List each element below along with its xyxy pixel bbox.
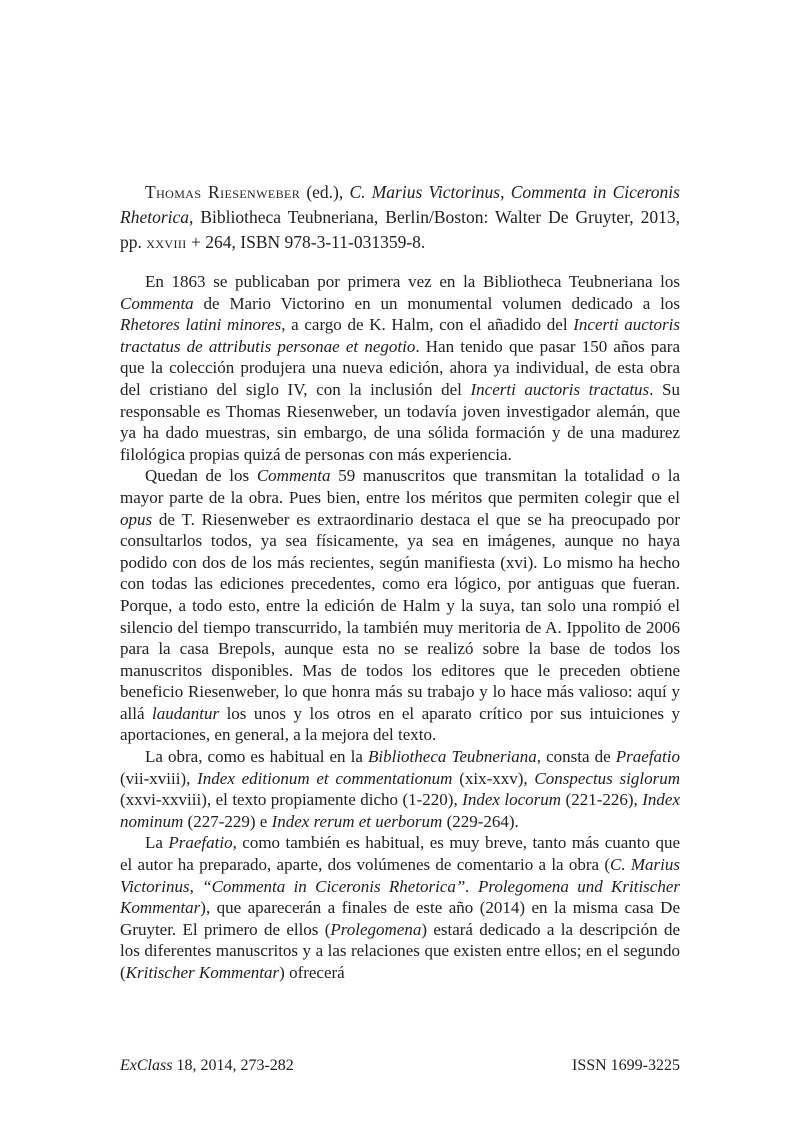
journal-volume-pages: ExClass 18, 2014, 273-282 <box>120 1057 294 1074</box>
paragraph-2: Quedan de los Commenta 59 manuscritos que transmitan la totalidad o la mayor parte de la obra. Pues bien, entre los méritos que permiten colegir que el opus de T. Riesenweber es extraordinario destaca el que se ha preocupado por consultarlos todos, ya sea físicamente, ya sea en imágenes, aunque no haya podido con dos de los más recientes, según manifiesta (xvi). Lo mismo ha hecho con todas las ediciones precedentes, como era lógico, por antiguas que fueran. Porque, a todo esto, entre la edición de Halm y la suya, tan solo una rompió el silencio del tiempo transcurrido, la también muy meritoria de A. Ippolito de 2006 para la casa Brepols, aunque esta no se realizó sobre la base de todos los manuscritos disponibles. Mas de todos los editores que le preceden obtiene beneficio Riesenweber, lo que honra más su trabajo y lo hace más valioso: aquí y allá laudantur los unos y los otros en el aparato crítico por sus intuiciones y aportaciones, en general, a la mejora del texto. <box>120 466 680 745</box>
review-content <box>120 180 680 984</box>
book-citation: Thomas Riesenweber (ed.), C. Marius Victorinus, Commenta in Ciceronis Rhetorica, Bibliotheca Teubneriana, Berlin/Boston: Walter De Gruyter, 2013, pp. xxviii + 264, ISBN 978-3-11-031359-8. <box>120 182 680 252</box>
issn: ISSN 1699-3225 <box>571 1057 680 1074</box>
page-footer <box>120 1056 680 1076</box>
paragraph-3: La obra, como es habitual en la Bibliotheca Teubneriana, consta de Praefatio (vii-xviii), Index editionum et commentationum (xix-xxv), Conspectus siglorum (xxvi-xxviii), el texto propiamente dicho (1-220), Index locorum (221-226), Index nominum (227-229) e Index rerum et uerborum (229-264). <box>120 747 680 831</box>
paragraph-4: La Praefatio, como también es habitual, es muy breve, tanto más cuanto que el autor ha preparado, aparte, dos volúmenes de comentario a la obra (C. Marius Victorinus, “Commenta in Ciceronis Rhetorica”. Prolegomena und Kritischer Kommentar), que aparecerán a finales de este año (2014) en la misma casa De Gruyter. El primero de ellos (Prolegomena) estará dedicado a la descripción de los diferentes manuscritos y a las relaciones que existen entre ellos; en el segundo (Kritischer Kommentar) ofrecerá <box>120 833 680 982</box>
review-body <box>120 271 680 984</box>
paragraph-1: En 1863 se publicaban por primera vez en la Bibliotheca Teubneriana los Commenta de Mario Victorino en un monumental volumen dedicado a los Rhetores latini minores, a cargo de K. Halm, con el añadido del Incerti auctoris tractatus de attributis personae et negotio. Han tenido que pasar 150 años para que la colección produjera una nueva edición, ahora ya individual, de esta obra del cristiano del siglo IV, con la inclusión del Incerti auctoris tractatus. Su responsable es Thomas Riesenweber, un todavía joven investigador alemán, que ya ha dado muestras, sin embargo, de una sólida formación y de una madurez filológica propias quizá de personas con más experiencia. <box>120 272 681 464</box>
